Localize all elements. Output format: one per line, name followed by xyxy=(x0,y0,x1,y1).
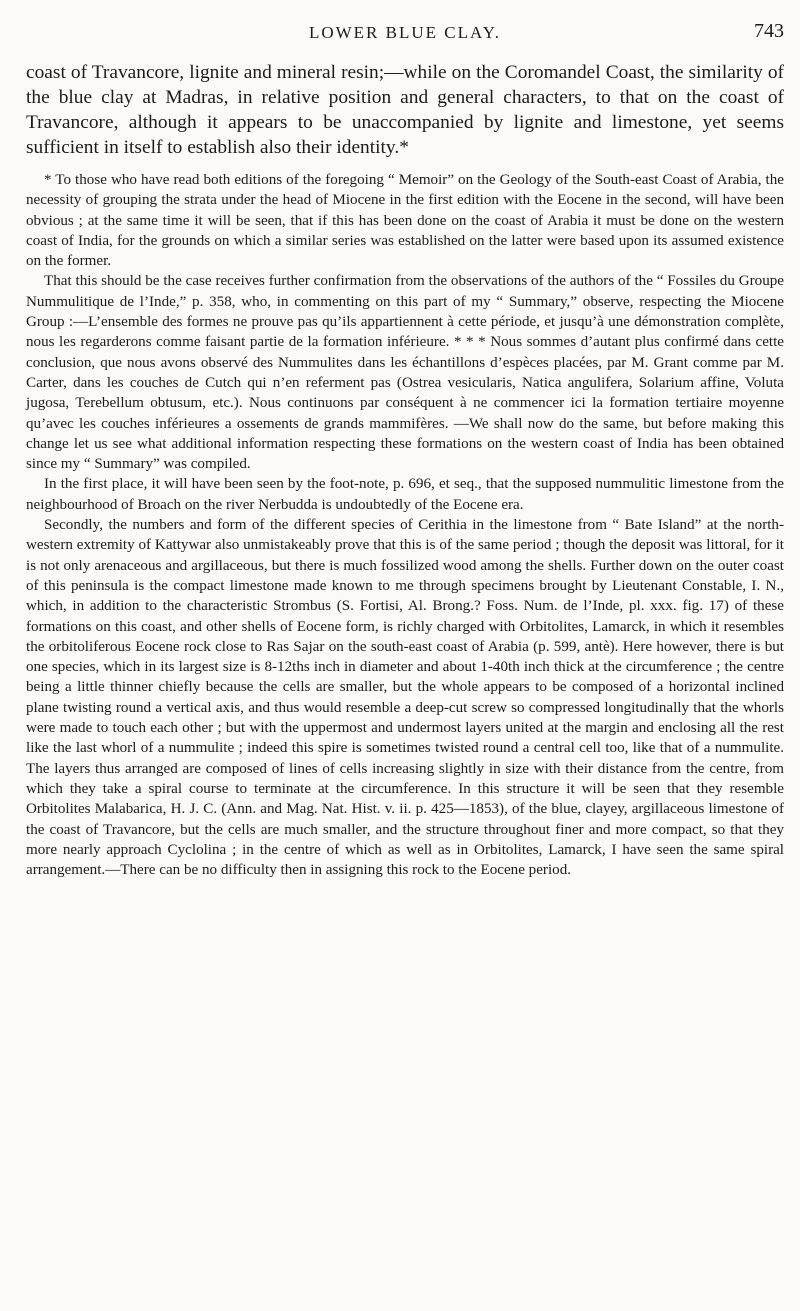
main-paragraph: coast of Travancore, lignite and mineral resin;—while on the Coromandel Coast, the similarity of the blue clay at Madras, in relative position and general characters, to that on the coast of Travancore, although it appears to be unaccompanied by lignite and limestone, yet seems sufficient in itself to establish also their identity.* xyxy=(26,62,784,158)
running-title: LOWER BLUE CLAY. xyxy=(308,23,502,42)
running-head xyxy=(26,0,784,60)
footnote-paragraph: * To those who have read both editions of the foregoing “ Memoir” on the Geology of the South-east Coast of Arabia, the necessity of grouping the strata under the head of Miocene in the first edition with the Eocene in the second, will have been obvious ; at the same time it will be seen, that if this has been done on the coast of Arabia it must be done on the western coast of India, for the grounds on which a similar series was established on the latter were based upon its assumed existence on the former. xyxy=(26,172,784,270)
book-page xyxy=(26,0,784,880)
footnote-paragraph: That this should be the case receives further confirmation from the observations of the authors of the “ Fossiles du Groupe Nummulitique de l’Inde,” p. 358, who, in commenting on this part of my “ Summary,” observe, respecting the Miocene Group :—L’ensemble des formes ne prouve pas qu’ils appartiennent à cette période, et jusqu’à une démonstration complète, nous les regarderons comme faisant partie de la formation inférieure. * * * Nous sommes d’autant plus confirmé dans cette conclusion, que nous avons observé des Nummulites dans les échantillons d’espèces placées, par M. Grant comme par M. Carter, dans les couches de Cutch qui n’en referment pas (Ostrea vesicularis, Natica angulifera, Solarium affine, Voluta jugosa, Terebellum obtusum, etc.). Nous continuons par conséquent à ne commencer ici la formation tertiaire moyenne qu’avec les couches inférieures a ossements de grands mammifères. —We shall now do the same, but before making this change let us see what additional information respecting these formations on the western coast of India has been obtained since my “ Summary” was compiled. xyxy=(26,273,784,473)
footnote xyxy=(26,170,784,880)
footnote-paragraph: Secondly, the numbers and form of the different species of Cerithia in the limestone from “ Bate Island” at the north-western extremity of Kattywar also unmistakeably prove that this is of the same period ; though the deposit was littoral, for it is not only arenaceous and argillaceous, but there is much fossilized wood among the shells. Further down on the outer coast of this peninsula is the compact limestone made known to me through specimens brought by Lieutenant Constable, I. N., which, in addition to the characteristic Strombus (S. Fortisi, Al. Brong.? Foss. Num. de l’Inde, pl. xxx. fig. 17) of these formations on this coast, and other shells of Eocene form, is richly charged with Orbitolites, Lamarck, in which it resembles the orbitoliferous Eocene rock close to Ras Sajar on the south-east coast of Arabia (p. 599, antè). Here however, there is but one species, which in its largest size is 8-12ths inch in diameter and about 1-40th inch thick at the circumference ; the centre being a little thinner chiefly because the cells are smaller, but the whole appears to be composed of a horizontal inclined plane twisting round a vertical axis, and thus would resemble a deep-cut screw so compressed longitudinally that the whorls were made to touch each other ; but with the uppermost and undermost layers united at the margin and enclosing all the rest like the last whorl of a nummulite ; indeed this spire is sometimes twisted round a central cell too, like that of a nummulite. The layers thus arranged are composed of lines of cells increasing slightly in size with their distance from the centre, from which they take a spiral course to terminate at the circumference. In this structure it will be seen that they resemble Orbitolites Malabarica, H. J. C. (Ann. and Mag. Nat. Hist. v. ii. p. 425—1853), of the blue, clayey, argillaceous limestone of the coast of Travancore, but the cells are much smaller, and the structure throughout finer and more compact, so that they more nearly approach Cyclolina ; in the centre of which as well as in Orbitolites, Lamarck, I have seen the same spiral arrangement.—There can be no difficulty then in assigning this rock to the Eocene period. xyxy=(26,517,784,879)
footnote-paragraph: In the first place, it will have been seen by the foot-note, p. 696, et seq., that the supposed nummulitic limestone from the neighbourhood of Broach on the river Nerbudda is undoubtedly of the Eocene era. xyxy=(26,476,784,513)
page-number: 743 xyxy=(754,20,784,42)
